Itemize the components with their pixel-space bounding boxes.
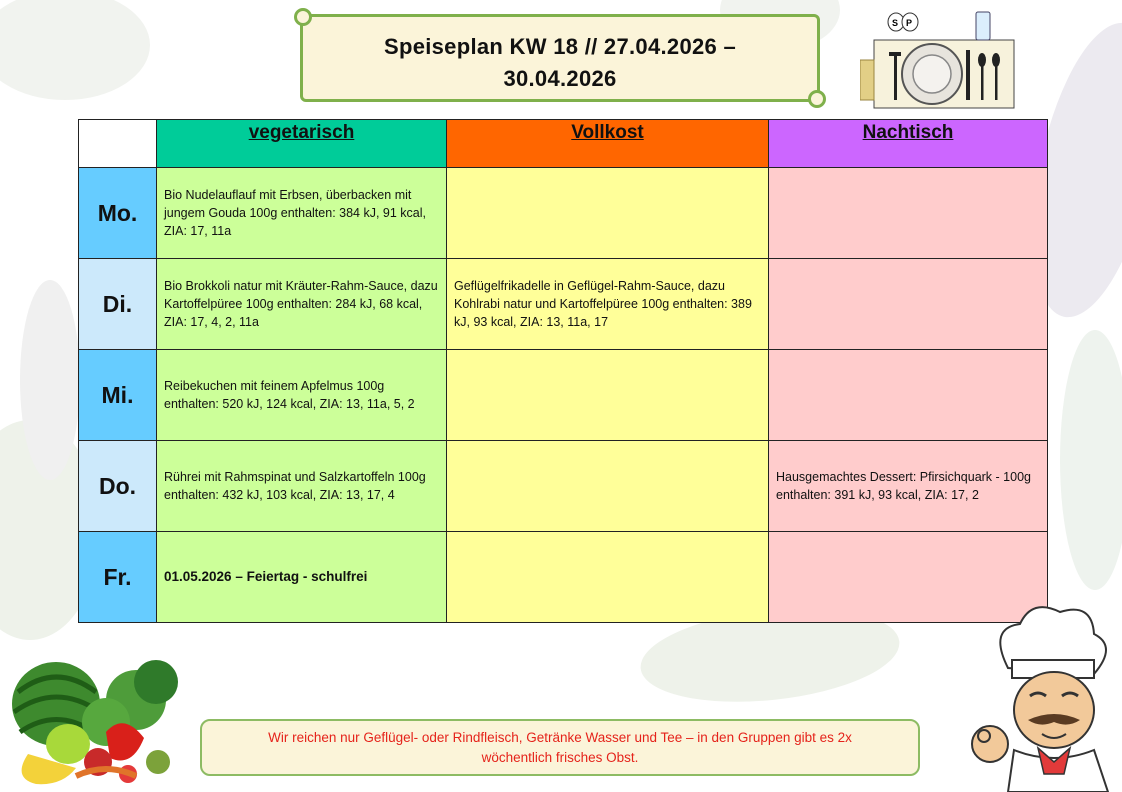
dessert-dish: [769, 259, 1048, 350]
note-line-2: wöchentlich frisches Obst.: [481, 750, 639, 765]
day-row-wednesday: [79, 350, 1048, 441]
header-row: [79, 120, 1048, 168]
day-row-tuesday: [79, 259, 1048, 350]
holiday-text: 01.05.2026 – Feiertag - schulfrei: [164, 569, 368, 584]
vollkost-dish: [447, 441, 769, 532]
title-banner: [300, 14, 820, 102]
menu-table: [78, 119, 1048, 623]
day-label: Do.: [79, 441, 157, 532]
salt-pepper-icon: [888, 13, 918, 31]
day-label: Di.: [79, 259, 157, 350]
dessert-dish: [769, 168, 1048, 259]
day-label: Mo.: [79, 168, 157, 259]
vegetables-illustration: [6, 652, 196, 792]
veg-dish: [157, 259, 447, 350]
dessert-dish-text: Hausgemachtes Dessert: Pfirsichquark - 100g enthalten: 391 kJ, 93 kcal, ZIA: 17, 2: [776, 470, 1031, 502]
day-row-monday: [79, 168, 1048, 259]
veg-dish: [157, 532, 447, 623]
day-label: Mi.: [79, 350, 157, 441]
background-vegetable: [1060, 330, 1122, 590]
vollkost-dish: [447, 532, 769, 623]
info-note: [200, 719, 920, 776]
day-label: Fr.: [79, 532, 157, 623]
title-line-2: 30.04.2026: [503, 66, 617, 91]
dessert-dish: [769, 350, 1048, 441]
note-line-1: Wir reichen nur Geflügel- oder Rindfleisch, Getränke Wasser und Tee – in den Gruppen gibt es 2x: [268, 730, 852, 745]
title-line-1: Speiseplan KW 18 // 27.04.2026 –: [383, 34, 736, 59]
header-vollkost: Vollkost: [447, 120, 769, 168]
veg-dish: [157, 350, 447, 441]
vollkost-dish: [447, 259, 769, 350]
background-leek: [20, 280, 80, 480]
svg-text:P: P: [906, 18, 913, 28]
place-setting-icon: [860, 10, 1018, 110]
background-vegetable: [0, 0, 150, 100]
vollkost-dish: [447, 350, 769, 441]
chef-illustration: [968, 598, 1122, 792]
header-vegetarisch: vegetarisch: [157, 120, 447, 168]
veg-dish: [157, 441, 447, 532]
day-row-friday: [79, 532, 1048, 623]
veg-dish-text: Bio Brokkoli natur mit Kräuter-Rahm-Sauce, dazu Kartoffelpüree 100g enthalten: 284 kJ, 68 kcal, ZIA: 17, 4, 2, 11a: [164, 279, 438, 329]
header-blank: [79, 120, 157, 168]
dessert-dish: [769, 441, 1048, 532]
svg-text:S: S: [892, 18, 899, 28]
day-row-thursday: [79, 441, 1048, 532]
vollkost-dish-text: Geflügelfrikadelle in Geflügel-Rahm-Sauce, dazu Kohlrabi natur und Kartoffelpüree 100g enthalten: 389 kJ, 93 kcal, ZIA: 13, 11a, 17: [454, 279, 752, 329]
vollkost-dish: [447, 168, 769, 259]
veg-dish-text: Reibekuchen mit feinem Apfelmus 100g enthalten: 520 kJ, 124 kcal, ZIA: 13, 11a, 5, 2: [164, 379, 415, 411]
veg-dish: [157, 168, 447, 259]
header-nachtisch: Nachtisch: [769, 120, 1048, 168]
page-title: [323, 31, 797, 95]
veg-dish-text: Bio Nudelauflauf mit Erbsen, überbacken mit jungem Gouda 100g enthalten: 384 kJ, 91 kcal, ZIA: 17, 11a: [164, 188, 426, 238]
veg-dish-text: Rührei mit Rahmspinat und Salzkartoffeln 100g enthalten: 432 kJ, 103 kcal, ZIA: 13, 17, 4: [164, 470, 426, 502]
